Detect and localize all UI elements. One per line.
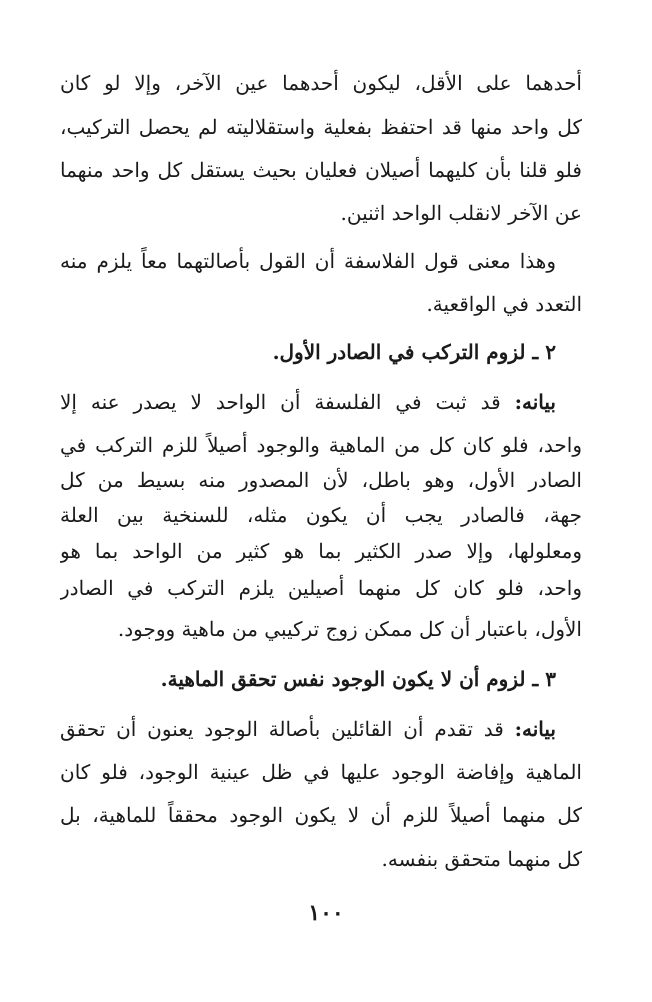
section-heading-3: ٣ ـ لزوم أن لا يكون الوجود نفس تحقق الماهية. [160,667,556,691]
section-3-line-2: الماهية وإفاضة الوجود عليها في ظل عينية الوجود، فلو كان [60,760,582,784]
page-number: ١٠٠ [308,900,344,926]
section-2-line-7: الأول، باعتبار أن كل ممكن زوج تركيبي من ماهية ووجود. [117,617,582,641]
section-2-line-1 [60,385,556,419]
paragraph-2-line-1: وهذا معنى قول الفلاسفة أن القول بأصالتهما معاً يلزم منه [60,249,556,273]
section-heading-2: ٢ ـ لزوم التركب في الصادر الأول. [272,340,556,364]
paragraph-1-line-4: عن الآخر لانقلب الواحد اثنين. [340,201,582,225]
paragraph-1-line-3: فلو قلنا بأن كليهما أصيلان فعليان بحيث يستقل كل واحد منهما [60,158,582,182]
paragraph-1-line-2: كل واحد منها قد احتفظ بفعلية واستقلاليته لم يحصل التركيب، [60,115,582,139]
section-3-line-3: كل منهما أصيلاً للزم أن لا يكون الوجود محققاً للماهية، بل [60,803,582,827]
paragraph-2-line-2: التعدد في الواقعية. [426,292,582,316]
section-2-label: بيانه: [514,390,556,414]
section-3-label: بيانه: [514,717,556,741]
paragraph-1-line-1: أحدهما على الأقل، ليكون أحدهما عين الآخر، وإلا لو كان [60,71,582,95]
section-3-first-line-text: قد تقدم أن القائلين بأصالة الوجود يعنون أن تحقق [60,717,515,741]
section-2-line-5: ومعلولها، وإلا صدر الكثير بما هو كثير من الواحد بما هو [60,539,582,563]
section-2-first-line-text: قد ثبت في الفلسفة أن الواحد لا يصدر عنه إلا [60,390,515,414]
section-2-line-4: جهة، فالصادر يجب أن يكون مثله، للسنخية بين العلة [60,503,582,527]
section-2-line-6: واحد، فلو كان كل منهما أصيلين يلزم التركب في الصادر [60,576,582,600]
section-3-line-4: كل منهما متحقق بنفسه. [381,847,582,871]
section-2-line-2: واحد، فلو كان كل من الماهية والوجود أصيلاً للزم التركب في [60,433,582,457]
section-2-line-3: الصادر الأول، وهو باطل، لأن المصدور منه بسيط من كل [60,468,582,492]
section-3-line-1 [60,712,556,746]
